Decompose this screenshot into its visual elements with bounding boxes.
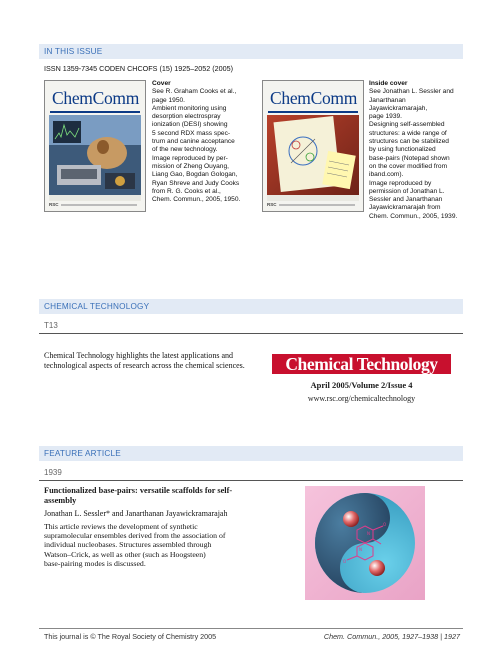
feature-article-heading: FEATURE ARTICLE — [44, 449, 121, 458]
cover-caption-line: ionization (DESI) showing — [152, 121, 228, 129]
chemical-technology-issue: April 2005/Volume 2/Issue 4 — [310, 380, 413, 390]
feature-article-title[interactable]: Functionalized base-pairs: versatile scaffolds for self- assembly — [44, 486, 233, 505]
inside-cover-caption-line: Image reproduced by — [369, 179, 432, 187]
cover-caption-line: mission of Zheng Ouyang, — [152, 162, 229, 170]
footer-divider — [39, 628, 463, 629]
feature-article-abstract: This article reviews the development of synthetic supramolecular ensembles derived from the association of individual nucleobases. Structures assembled through Watson–Crick, as well as other (such as Hoogsteen) base-pairing modes is discussed. — [44, 522, 226, 568]
svg-text:O: O — [343, 559, 347, 564]
inside-cover-caption-line: Designing self-assembled — [369, 121, 445, 129]
inside-cover-caption-line: structures can be stabilized — [369, 138, 449, 146]
inside-cover-caption-line: Jayawickramarajah from — [369, 204, 441, 212]
inside-cover-caption — [369, 80, 463, 221]
cover-heading: Cover — [152, 80, 171, 87]
inside-cover-artwork — [263, 113, 363, 201]
inside-cover-caption-line: on the cover modified from — [369, 162, 448, 170]
svg-text:O: O — [383, 522, 387, 527]
chemical-technology-page-ref: T13 — [44, 321, 58, 330]
cover-caption-line: Ambient monitoring using — [152, 104, 227, 112]
cover-caption-line: See R. Graham Cooks et al., — [152, 88, 237, 96]
divider — [39, 333, 463, 334]
cover-caption-line: page 1950. — [152, 96, 186, 104]
cover-caption-line: 5 second RDX mass spec- — [152, 129, 231, 137]
footer-citation: Chem. Commun., 2005, 1927–1938 | 1927 — [323, 632, 460, 641]
inside-cover-caption-line: structures: a wide range of — [369, 129, 447, 137]
feature-article-authors: Jonathan L. Sessler* and Janarthanan Jayawickramarajah — [44, 509, 228, 518]
in-this-issue-band — [39, 44, 463, 59]
inside-cover-journal-name: ChemComm — [270, 88, 358, 108]
cover-image — [44, 80, 146, 212]
cover-caption — [152, 80, 247, 204]
cover-caption-line: trum and canine acceptance — [152, 138, 235, 146]
cover-caption-line: Liang Gao, Bogdan Gologan, — [152, 171, 238, 179]
cover-caption-line: Chem. Commun., 2005, 1950. — [152, 196, 241, 204]
chemical-technology-heading: CHEMICAL TECHNOLOGY — [44, 302, 150, 311]
cover-caption-line: Ryan Shreve and Judy Cooks — [152, 179, 240, 187]
inside-cover-caption-line: Sessler and Janarthanan — [369, 196, 443, 204]
inside-cover-caption-line: permission of Jonathan L. — [369, 187, 445, 195]
inside-cover-heading: Inside cover — [369, 80, 408, 87]
cover-caption-line: Image reproduced by per- — [152, 154, 228, 162]
rsc-mini-logo: RSC — [49, 202, 59, 207]
inside-cover-caption-line: by using functionalized — [369, 146, 436, 154]
inside-cover-caption-line: Janarthanan Jayawickramarajah, — [369, 96, 428, 112]
rsc-mini-logo: RSC — [267, 202, 277, 207]
inside-cover-caption-line: Chem. Commun., 2005, 1939. — [369, 212, 458, 220]
cover-caption-line: from R. G. Cooks et al., — [152, 187, 221, 195]
cover-caption-line: of the new technology. — [152, 146, 218, 154]
inside-cover-image — [262, 80, 364, 212]
cover-journal-name: ChemComm — [52, 88, 140, 108]
chemical-technology-description: Chemical Technology highlights the latest applications and technological aspects of research across the chemical sciences. — [44, 351, 245, 370]
chemical-technology-url[interactable]: www.rsc.org/chemicaltechnology — [307, 394, 416, 403]
svg-text:N: N — [359, 547, 362, 552]
feature-article-graphic — [305, 486, 425, 600]
cover-artwork — [45, 113, 145, 201]
feature-article-page-ref: 1939 — [44, 468, 62, 477]
svg-text:N: N — [367, 531, 370, 536]
inside-cover-caption-line: base-pairs (Notepad shown — [369, 154, 450, 162]
inside-cover-caption-line: page 1939. — [369, 113, 403, 121]
chemical-technology-logo[interactable]: Chemical Technology — [272, 354, 451, 374]
issn-line: ISSN 1359-7345 CODEN CHCOFS (15) 1925–2052 (2005) — [44, 64, 233, 73]
inside-cover-caption-line: See Jonathan L. Sessler and — [369, 88, 454, 96]
footer-copyright: This journal is © The Royal Society of Chemistry 2005 — [44, 632, 217, 641]
in-this-issue-heading: IN THIS ISSUE — [44, 47, 103, 56]
inside-cover-caption-line: iband.com). — [369, 171, 404, 179]
divider — [39, 480, 463, 481]
cover-caption-line: desorption electrospray — [152, 113, 221, 121]
